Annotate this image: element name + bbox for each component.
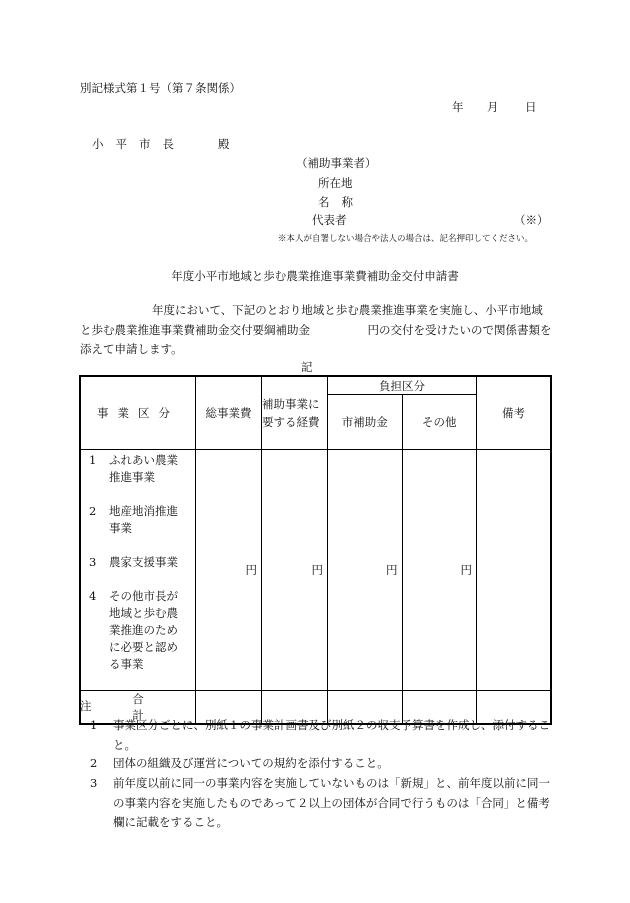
table-row [80,450,551,691]
addressee-name: 小平市長 [92,137,186,151]
representative-label: 代表者 [312,213,347,227]
category-item [89,588,189,673]
seal-note: ※本人が自署しない場合や法人の場合は、記名押印してください。 [278,234,534,244]
header-other: その他 [402,395,477,450]
header-division: 事業区分 [80,376,196,450]
header-total-cost: 総事業費 [196,376,262,450]
header-eligible-cost: 補助事業に要する経費 [262,376,328,450]
category-num: 2 [89,504,97,518]
note-item [80,754,550,774]
category-cell [80,450,196,691]
category-text: ふれあい農業推進事業 [109,453,178,484]
note-text: 事業区分ごとに、別紙１の事業計画書及び別紙２の収支予算書を作成し、添付すること。 [113,718,550,752]
seal-mark: （※） [514,213,549,227]
note-text: 団体の組織及び運営についての規約を添付すること。 [113,756,389,770]
remarks-cell[interactable] [477,450,552,691]
note-item [80,774,550,833]
category-text: その他市長が地域と歩む農業推進のために必要と認める事業 [109,589,178,671]
other-cell[interactable]: 円 [402,450,477,691]
application-body-text: 年度において、下記のとおり地域と歩む農業推進事業を実施し、小平市地域と歩む農業推進事業費補助金交付要綱補助金 円の交付を受けたいので関係書類を添えて申請します。 [80,303,552,356]
category-text: 地産地消推進事業 [109,504,178,535]
note-num: 1 [90,718,98,732]
addressee-honorific: 殿 [218,137,230,151]
notes-heading: 注 [80,699,92,713]
total-cost-cell[interactable]: 円 [196,450,262,691]
category-item [89,554,189,571]
category-item [89,503,189,537]
address-label: 所在地 [318,176,353,190]
category-item [89,452,189,486]
header-city-subsidy: 市補助金 [328,395,403,450]
applicant-heading: （補助事業者） [296,156,377,170]
note-item [80,716,550,755]
note-num: 3 [90,776,98,790]
category-num: 4 [89,589,97,603]
name-label: 名称 [318,195,365,209]
form-label: 別記様式第１号（第７条関係） [80,81,241,95]
note-num: 2 [90,756,98,770]
budget-table [79,375,552,725]
category-num: 3 [89,555,97,569]
eligible-cost-cell[interactable]: 円 [262,450,328,691]
date-month-label: 月 [487,100,499,114]
note-text: 前年度以前に同一の事業内容を実施していないものは「新規」と、前年度以前に同一の事業内容を実施したものであって２以上の団体が合同で行うものは「合同」と備考欄に記載をすること。 [113,776,550,829]
header-remarks: 備考 [477,376,552,450]
category-text: 農家支援事業 [109,555,178,569]
city-subsidy-cell[interactable]: 円 [328,450,403,691]
date-day-label: 日 [525,100,537,114]
category-num: 1 [89,453,97,467]
date-year-label: 年 [452,100,464,114]
sum-label: 合計 [80,691,196,725]
ki-marker: 記 [301,360,313,374]
header-burden-division: 負担区分 [328,376,477,395]
document-title: 年度小平市地域と歩む農業推進事業費補助金交付申請書 [171,269,459,283]
